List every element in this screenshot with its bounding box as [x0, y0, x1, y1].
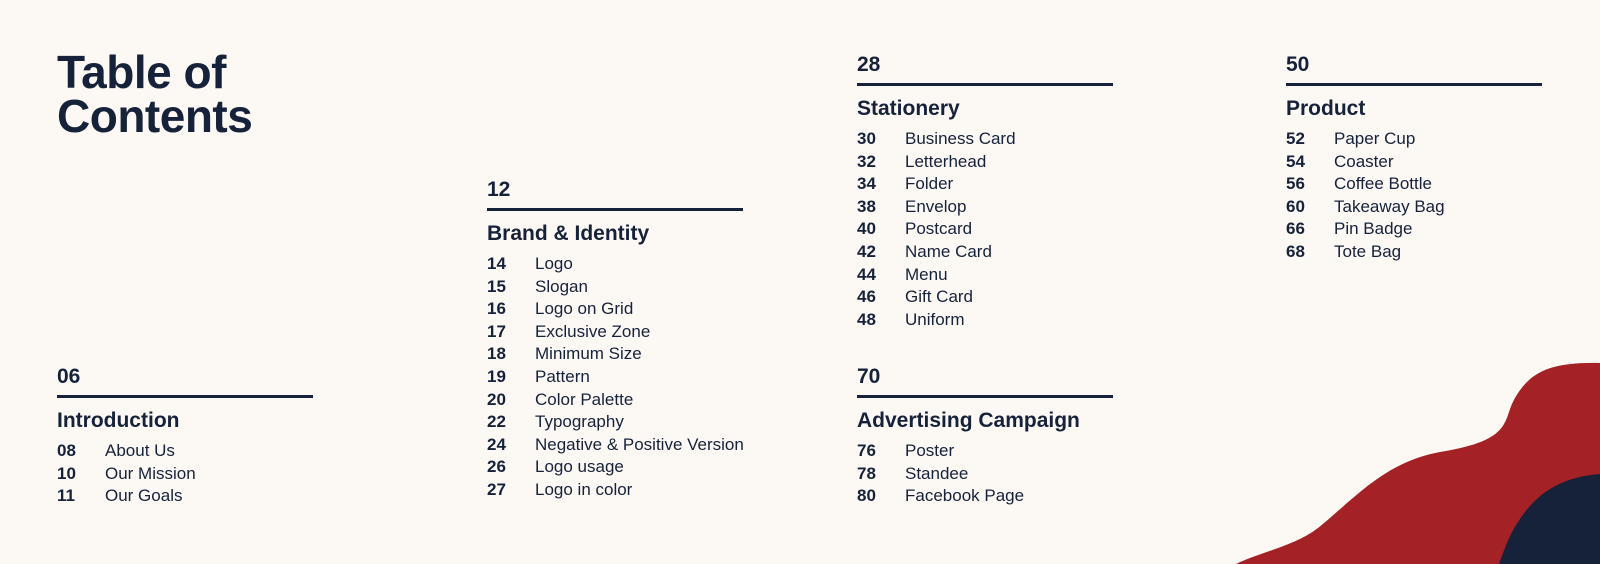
toc-entry: [857, 309, 1113, 332]
section-item-list: [487, 253, 743, 502]
section-title: Brand & Identity: [487, 222, 650, 245]
toc-entry-label: Our Mission: [105, 463, 196, 483]
toc-page-number: 10: [57, 463, 76, 483]
toc-entry: [857, 218, 1113, 241]
toc-entry-label: About Us: [105, 441, 175, 460]
toc-entry-label: Minimum Size: [535, 344, 642, 364]
section-number: 50: [1286, 53, 1310, 76]
toc-entry: [857, 173, 1113, 196]
toc-entry: [487, 343, 743, 366]
toc-page-number: 40: [857, 219, 876, 239]
toc-entry: [487, 321, 743, 344]
toc-page-number: 17: [487, 321, 506, 341]
toc-entry-label: Letterhead: [905, 151, 987, 171]
section-divider: [57, 395, 313, 398]
toc-page-number: 14: [487, 254, 506, 273]
toc-page-number: 42: [857, 241, 876, 261]
toc-entry: [57, 440, 313, 463]
toc-page-number: 38: [857, 196, 876, 216]
toc-entry: [857, 264, 1113, 287]
toc-page-number: 80: [857, 486, 876, 506]
toc-entry-label: Our Goals: [105, 486, 183, 506]
toc-entry: [487, 434, 743, 457]
toc-entry-label: Poster: [905, 441, 955, 460]
toc-page-number: 18: [487, 344, 506, 364]
toc-entry-label: Uniform: [905, 309, 965, 329]
section-item-list: [857, 128, 1113, 331]
section-number: 70: [857, 365, 881, 388]
toc-entry-label: Facebook Page: [905, 486, 1025, 506]
toc-entry: [487, 276, 743, 299]
toc-page-number: 15: [487, 276, 506, 296]
toc-entry-label: Slogan: [535, 276, 588, 296]
toc-page-number: 34: [857, 174, 876, 194]
toc-page-number: 24: [487, 434, 506, 454]
toc-entry-label: Business Card: [905, 129, 1016, 148]
toc-page-number: 46: [857, 287, 876, 307]
section-introduction: [57, 366, 313, 508]
toc-entry-label: Postcard: [905, 219, 973, 239]
toc-page-number: 08: [57, 441, 76, 460]
page-title: [57, 46, 253, 142]
section-stationery: [857, 54, 1113, 331]
toc-entry-label: Paper Cup: [1334, 129, 1416, 148]
toc-page-number: 19: [487, 366, 506, 386]
toc-entry-label: Folder: [905, 174, 954, 194]
toc-page-number: 78: [857, 463, 876, 483]
red-wave-shape: [1236, 363, 1600, 564]
section-divider: [487, 208, 743, 211]
toc-page-number: 66: [1286, 219, 1305, 239]
toc-entry-label: Takeaway Bag: [1334, 196, 1445, 216]
section-item-list: [1286, 128, 1542, 264]
toc-entry: [1286, 196, 1542, 219]
section-item-list: [57, 440, 313, 508]
toc-entry-label: Logo usage: [535, 457, 624, 477]
section-title: Product: [1286, 97, 1366, 120]
page-title-line-2: Contents: [57, 90, 253, 142]
toc-page-number: 54: [1286, 151, 1305, 171]
toc-entry-label: Menu: [905, 264, 948, 284]
toc-page-number: 32: [857, 151, 876, 171]
section-number: 06: [57, 365, 81, 388]
section-divider: [857, 395, 1113, 398]
toc-entry: [857, 485, 1113, 508]
toc-page-number: 76: [857, 441, 876, 460]
toc-entry: [857, 128, 1113, 151]
toc-entry: [857, 440, 1113, 463]
toc-entry: [487, 366, 743, 389]
section-brand-identity: [487, 179, 743, 502]
toc-entry-label: Negative & Positive Version: [535, 434, 744, 454]
navy-wave-shape: [1499, 474, 1600, 564]
toc-entry-label: Logo in color: [535, 479, 633, 499]
toc-entry-label: Typography: [535, 412, 624, 432]
section-product: [1286, 54, 1542, 264]
toc-entry: [857, 151, 1113, 174]
toc-entry-label: Pin Badge: [1334, 219, 1413, 239]
toc-entry: [487, 456, 743, 479]
toc-entry: [487, 479, 743, 502]
toc-entry-label: Coffee Bottle: [1334, 174, 1432, 194]
toc-page-number: 48: [857, 309, 876, 329]
toc-entry: [857, 286, 1113, 309]
toc-entry-label: Color Palette: [535, 389, 634, 409]
section-advertising-campaign: [857, 366, 1113, 508]
section-title: Advertising Campaign: [857, 409, 1080, 432]
toc-entry-label: Logo on Grid: [535, 299, 634, 319]
section-number: 12: [487, 178, 511, 201]
toc-entry: [487, 389, 743, 412]
toc-entry-label: Gift Card: [905, 287, 974, 307]
toc-entry: [857, 241, 1113, 264]
toc-entry-label: Tote Bag: [1334, 241, 1402, 261]
toc-page-number: 52: [1286, 129, 1305, 148]
toc-entry: [487, 411, 743, 434]
section-title: Stationery: [857, 97, 960, 120]
toc-page-number: 16: [487, 299, 506, 319]
toc-entry: [1286, 151, 1542, 174]
toc-entry: [1286, 128, 1542, 151]
toc-page-number: 30: [857, 129, 876, 148]
toc-entry-label: Pattern: [535, 366, 590, 386]
toc-page-number: 68: [1286, 241, 1305, 261]
toc-entry: [57, 485, 313, 508]
toc-page-number: 56: [1286, 174, 1305, 194]
section-title: Introduction: [57, 409, 180, 432]
toc-page-number: 20: [487, 389, 506, 409]
section-item-list: [857, 440, 1113, 508]
toc-entry: [1286, 218, 1542, 241]
toc-entry-label: Standee: [905, 463, 969, 483]
toc-page-number: 27: [487, 479, 506, 499]
toc-page-number: 11: [57, 486, 75, 506]
section-divider: [857, 83, 1113, 86]
toc-entry-label: Exclusive Zone: [535, 321, 651, 341]
toc-entry: [857, 463, 1113, 486]
toc-entry-label: Logo: [535, 254, 573, 273]
toc-entry: [1286, 241, 1542, 264]
toc-entry: [1286, 173, 1542, 196]
toc-page-number: 44: [857, 264, 876, 284]
toc-entry: [57, 463, 313, 486]
toc-entry: [487, 253, 743, 276]
page-title-line-1: Table of: [57, 46, 226, 98]
toc-page-number: 26: [487, 457, 506, 477]
toc-entry-label: Name Card: [905, 241, 992, 261]
toc-page-number: 22: [487, 412, 506, 432]
toc-entry: [857, 196, 1113, 219]
toc-entry: [487, 298, 743, 321]
toc-page-number: 60: [1286, 196, 1305, 216]
section-divider: [1286, 83, 1542, 86]
toc-entry-label: Envelop: [905, 196, 967, 216]
section-number: 28: [857, 53, 881, 76]
toc-entry-label: Coaster: [1334, 151, 1394, 171]
